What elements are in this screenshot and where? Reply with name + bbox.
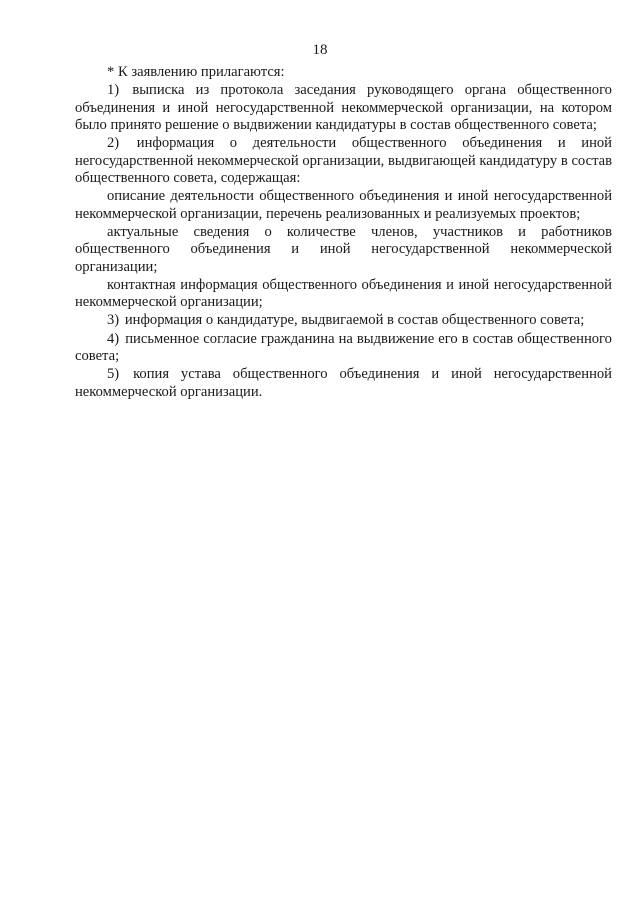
list-item-text: информация о кандидатуре, выдвигаемой в состав общественного совета; bbox=[124, 312, 585, 329]
list-item-text: информация о деятельности общественного объединения и иной негосударственной некоммерческой организации, выдвигающей кандидатуру в состав общественного совета, содержащая: bbox=[75, 135, 612, 187]
list-item-number: 3) bbox=[107, 312, 120, 329]
list-item-number: 4) bbox=[107, 330, 120, 347]
list-item-activity-information bbox=[75, 135, 612, 187]
list-item-protocol-extract bbox=[75, 82, 612, 134]
list-item-number: 2) bbox=[107, 135, 120, 152]
list-item-number: 5) bbox=[107, 366, 120, 383]
paragraph-text: * К заявлению прилагаются: bbox=[107, 64, 285, 80]
list-item-text: выписка из протокола заседания руководящего органа общественного объединения и иной негосударственной некоммерческой организации, на котором было принято решение о выдвижении кандидатуры в состав общественного совета; bbox=[75, 82, 612, 134]
list-item-written-consent bbox=[75, 331, 612, 366]
sub-item-member-counts bbox=[75, 224, 612, 276]
page-number: 18 bbox=[312, 42, 328, 58]
list-item-charter-copy bbox=[75, 366, 612, 401]
sub-item-activity-description bbox=[75, 188, 612, 223]
list-item-number: 1) bbox=[107, 82, 120, 99]
paragraph-text: актуальные сведения о количестве членов, участников и работников общественного объединения и иной негосударственной некоммерческой организации; bbox=[75, 223, 612, 275]
document-body bbox=[75, 64, 612, 402]
sub-item-contact-information bbox=[75, 277, 612, 312]
list-item-candidate-information bbox=[75, 312, 612, 329]
list-item-text: письменное согласие гражданина на выдвижение его в состав общественного совета; bbox=[75, 330, 612, 365]
paragraph-attachments-intro bbox=[75, 64, 612, 81]
list-item-text: копия устава общественного объединения и иной негосударственной некоммерческой организации. bbox=[75, 366, 612, 400]
paragraph-text: описание деятельности общественного объединения и иной негосударственной некоммерческой организации, перечень реализованных и реализуемых проектов; bbox=[75, 188, 612, 222]
paragraph-text: контактная информация общественного объединения и иной негосударственной некоммерческой организации; bbox=[75, 276, 612, 311]
